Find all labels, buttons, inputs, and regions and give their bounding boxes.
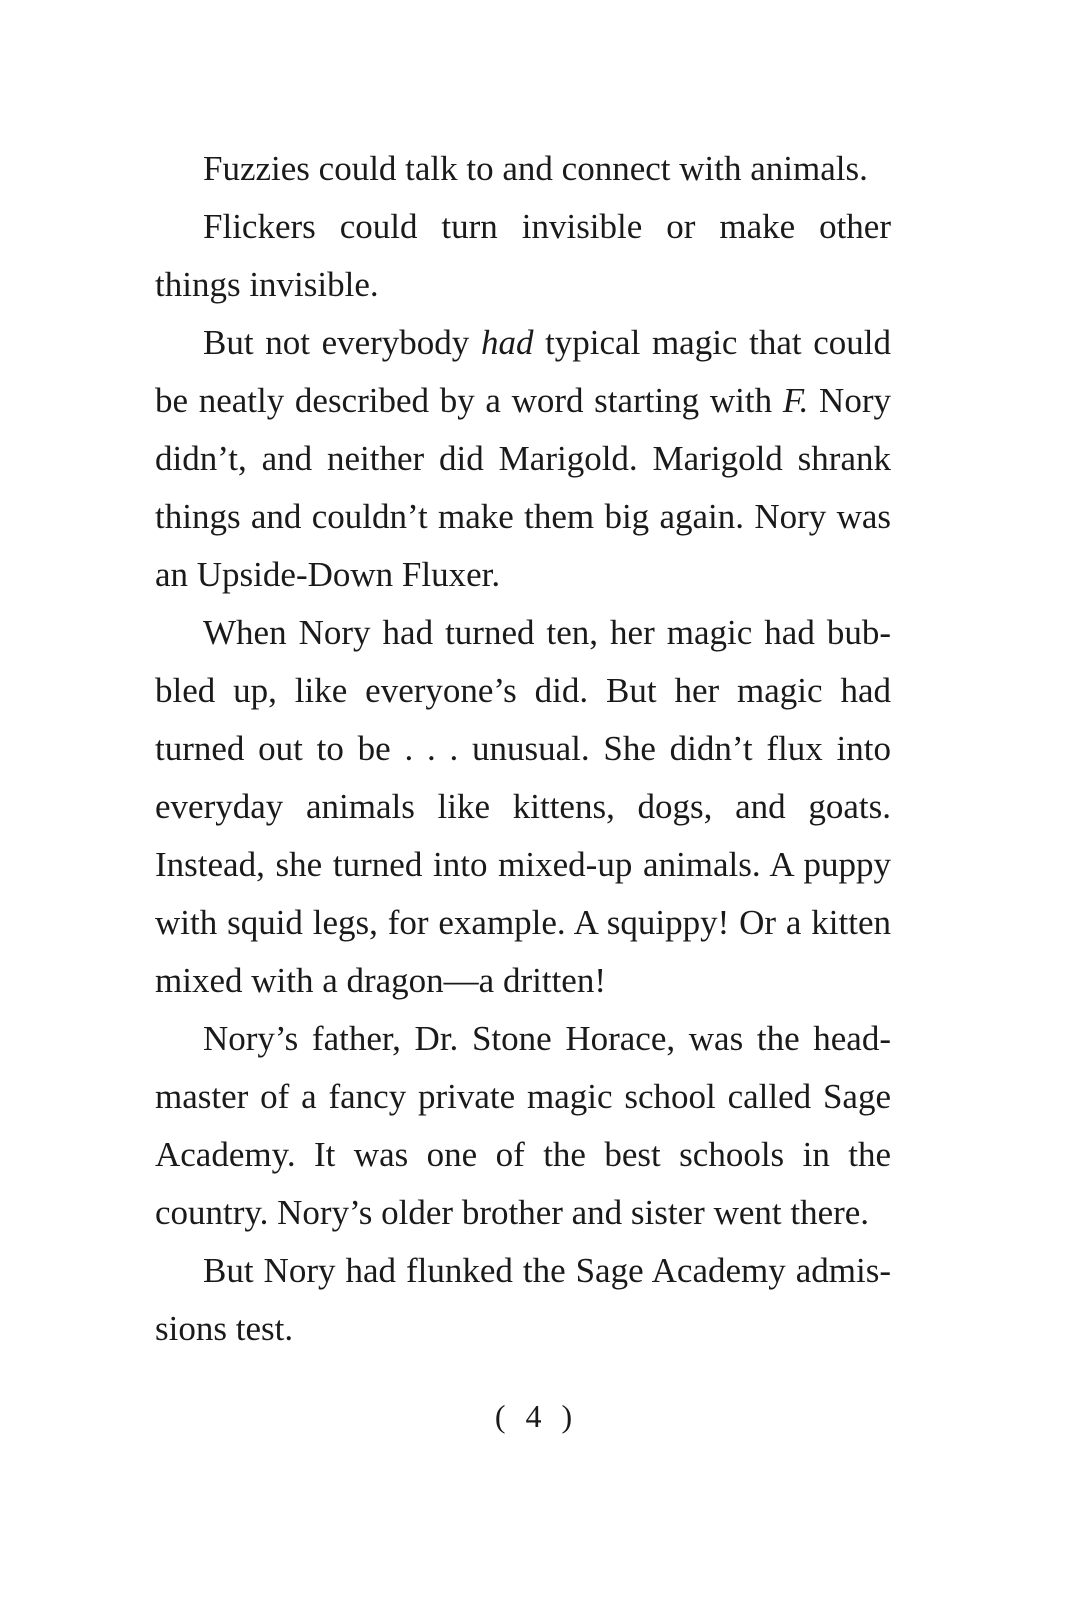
paragraph xyxy=(155,198,891,314)
text-run: Nory’s father, Dr. Stone Horace, was the headmaster of a fancy private magic school called Sage Academy. It was one of the best schools in the country. Nory’s older brother and sister went there. xyxy=(155,1019,891,1232)
text-run: But Nory had flunked the Sage Academy admissions test. xyxy=(155,1251,891,1348)
body-text xyxy=(155,140,891,1358)
paragraph xyxy=(155,140,891,198)
text-run: Flickers could turn invisible or make other things invisible. xyxy=(155,207,891,304)
paragraph xyxy=(155,1010,891,1242)
text-run: typical magic that could be neatly described by a word starting with xyxy=(155,323,891,420)
text-run: Fuzzies could talk to and connect with animals. xyxy=(203,149,868,188)
paragraph xyxy=(155,604,891,1010)
italic-text: F. xyxy=(782,381,809,420)
page-number: ( 4 ) xyxy=(494,1398,573,1434)
text-run: Nory didn’t, and neither did Marigold. Marigold shrank things and couldn’t make them big again. Nory was an Upside-Down Fluxer. xyxy=(155,381,891,594)
text-run: When Nory had turned ten, her magic had bubbled up, like everyone’s did. But her magic had turned out to be . . . unusual. She didn’t flux into everyday animals like kittens, dogs, and goats. Instead, she turned into mixed-up animals. A puppy with squid legs, for example. A squippy! Or a kitten mixed with a dragon—a dritten! xyxy=(155,613,891,1000)
italic-text: had xyxy=(480,323,534,362)
text-run: But not everybody xyxy=(203,323,481,362)
paragraph xyxy=(155,1242,891,1358)
paragraph xyxy=(155,314,891,604)
